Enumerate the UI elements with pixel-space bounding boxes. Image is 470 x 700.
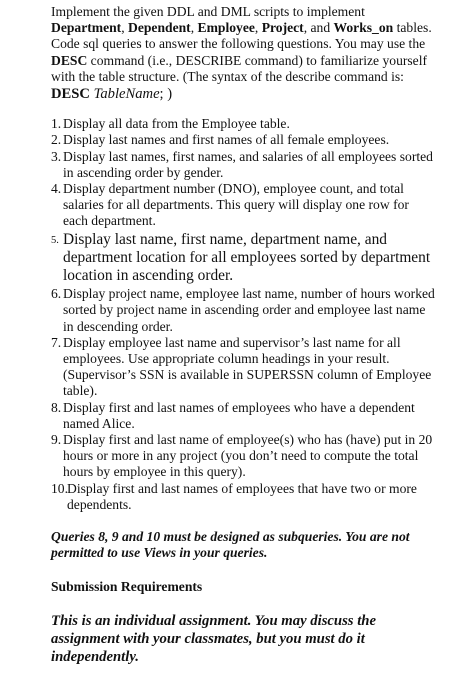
question-number: 8.	[51, 399, 62, 415]
intro-separator: , and	[303, 20, 334, 36]
question-item	[51, 116, 436, 132]
intro-separator: ,	[190, 20, 198, 36]
intro-separator: ,	[121, 20, 129, 36]
desc-syntax-suffix: ; )	[159, 86, 173, 103]
question-text: Display employee last name and supervisor’s last name for all employees. Use appropriate column headings in your result. (Supervisor’s SSN is available in SUPERSSN column of Employee table).	[63, 334, 432, 399]
question-number: 2.	[51, 132, 62, 148]
question-text: Display last name, first name, department name, and department location for all employees sorted by department location in ascending order.	[63, 230, 431, 285]
question-item	[51, 286, 436, 335]
intro-separator: ,	[254, 20, 262, 36]
question-text: Display first and last names of employees that have two or more dependents.	[67, 480, 417, 512]
question-text: Display last names, first names, and salaries of all employees sorted in ascending order by gender.	[63, 148, 433, 180]
question-list	[51, 116, 436, 513]
question-number: 7.	[51, 334, 62, 350]
question-item	[51, 149, 436, 181]
question-item	[51, 335, 436, 400]
intro-text: tables. Code sql queries to answer the following questions. You may use the	[51, 20, 432, 52]
question-number: 4.	[51, 181, 62, 197]
table-name-dependent: Dependent	[128, 20, 191, 36]
question-number: 10.	[51, 480, 68, 496]
question-item	[51, 181, 436, 230]
table-name-project: Project	[261, 20, 304, 36]
question-text: Display first and last name of employee(s) who has (have) put in 20 hours or more in any project (you don’t need to compute the total hours by employee in this query).	[63, 432, 433, 480]
question-text: Display last names and first names of all female employees.	[63, 132, 390, 148]
desc-syntax-keyword: DESC	[51, 86, 90, 103]
table-name-works-on: Works_on	[333, 20, 394, 36]
question-item	[51, 400, 436, 432]
question-number: 6.	[51, 286, 62, 302]
question-item	[51, 231, 436, 286]
question-text: Display department number (DNO), employee count, and total salaries for all departments. This query will display one row for each department.	[63, 181, 409, 229]
table-name-department: Department	[51, 20, 122, 36]
desc-keyword: DESC	[51, 52, 88, 68]
question-item	[51, 432, 436, 481]
intro-text: Implement the given DDL and DML scripts to implement	[51, 4, 365, 19]
question-number: 9.	[51, 432, 62, 448]
question-number: 5.	[51, 234, 59, 246]
individual-assignment-note: This is an individual assignment. You may discuss the assignment with your classmates, but you must do it independently.	[51, 612, 376, 665]
question-number: 1.	[51, 116, 62, 132]
submission-heading: Submission Requirements	[51, 578, 203, 594]
table-name-employee: Employee	[197, 20, 255, 36]
desc-syntax-table-name: TableName	[93, 86, 160, 103]
question-text: Display project name, employee last name, number of hours worked sorted by project name in ascending order and employee last name in descending order.	[63, 286, 435, 334]
subquery-note: Queries 8, 9 and 10 must be designed as subqueries. You are not permitted to use Views in your queries.	[51, 529, 410, 561]
desc-syntax-line	[51, 86, 436, 102]
question-item	[51, 132, 436, 148]
question-text: Display first and last names of employees who have a dependent named Alice.	[63, 399, 415, 431]
question-item	[51, 481, 436, 513]
question-number: 3.	[51, 148, 62, 164]
intro-text: command (i.e., DESCRIBE command) to familiarize yourself with the table structure. (The syntax of the describe command is:	[51, 52, 428, 84]
intro-paragraph	[51, 4, 436, 85]
question-text: Display all data from the Employee table.	[63, 116, 290, 132]
